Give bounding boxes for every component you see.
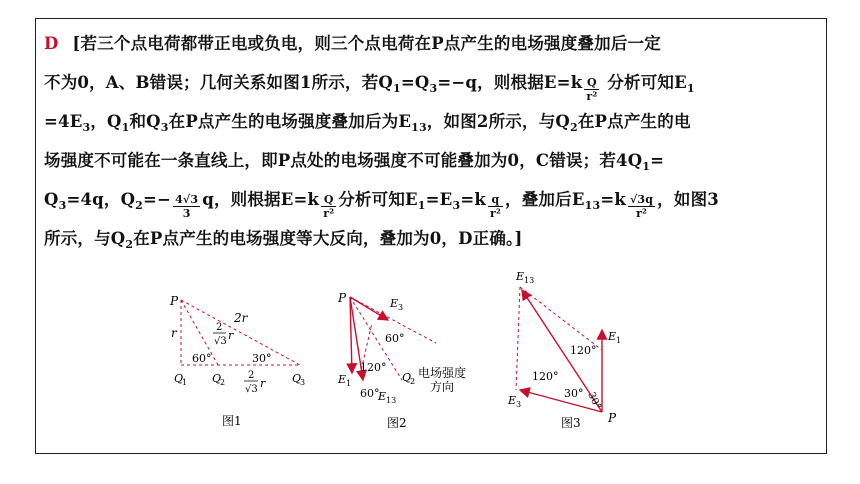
text-l4end: = [650,151,665,170]
fraction-Q-r2-b: $\frac{Q}{\text{r²}}$ [323,193,335,220]
text-l6a: 所示，与Q [44,229,126,248]
text-l1: [若三个点电荷都带正电或负电，则三个点电荷在P点产生的电场强度叠加后一定 [72,34,661,53]
svg-text:3: 3 [300,378,306,387]
sub: 1 [392,82,401,95]
fig3-label-P: P [608,411,617,425]
text-l2d: 分析可知E [601,73,687,92]
fig1-label-Q2: Q [212,372,222,385]
text-line-6: 所示，与$Q_2$在P点产生的电场强度等大反向，叠加为0，D正确。] [44,229,523,251]
sub: 1 [686,82,695,95]
fig1-label-Q3: Q [292,372,302,385]
text-l5i: =k [600,190,626,209]
text-l5j: ，如图3 [657,190,719,209]
text-l3c: 和Q [129,112,161,131]
text-l3a: =4E [44,112,83,131]
svg-text:1: 1 [616,336,622,345]
text-l6b: 在P点产生的电场强度等大反向，叠加为0，D正确。] [133,229,523,248]
text-l5h: ，叠加后E [505,190,585,209]
text-l5b: =4q，Q [66,190,136,209]
text-l5e: 分析可知E [338,190,418,209]
fig1-caption: 图1 [222,414,242,428]
text-l5d: q，则根据E=k [202,190,320,209]
text-l2b: =Q [400,73,430,92]
figure-1 [160,285,320,435]
fraction-sqrt3q-r2: $\frac{√3q}{\text{r²}}$ [629,193,654,220]
fig3-label-E3: E [508,394,517,407]
svg-text:13: 13 [524,276,535,285]
fig1-label-2r: 2r [234,311,248,325]
svg-text:2: 2 [410,377,416,386]
svg-text:3: 3 [516,400,522,409]
text-l3d: 在P点产生的电场强度叠加后为E [168,112,412,131]
fig1-label-r: r [171,326,177,340]
text-l5g: =k [460,190,486,209]
text-l3f: 在P点产生的电 [577,112,691,131]
svg-text:13: 13 [386,396,397,405]
fig3-dash-left [516,287,520,390]
fig2-label-Q2: Q [402,371,412,384]
fig3-angle-30a: 30° [564,387,584,400]
svg-text:3: 3 [398,303,404,312]
fig2-label-E1: E [338,373,347,386]
fig3-angle-30b: 30° [585,390,603,412]
text-line-4: 场强度不可能在一条直线上，即P点处的电场强度不可能叠加为0，C错误；若$4Q_1=$ [44,151,665,173]
fig2-angle-60b: 60° [360,387,380,400]
text-l3b: ，Q [90,112,122,131]
fig3-label-E1: E [608,330,617,343]
fig2-angle-60a: 60° [385,332,405,345]
fig1-label-Q1: Q [174,372,184,385]
text-l2a: 不为0，A、B错误；几何关系如图1所示，若Q [44,73,393,92]
fig3-angle-120a: 120° [570,344,597,357]
fig1-seg-den: √3 [214,336,227,347]
fig3-caption: 图3 [561,416,581,430]
text-l3e: ，如图2所示，与Q [426,112,570,131]
fig1-angle-30: 30° [252,352,272,365]
text-line-2 [44,63,820,102]
text-l4: 场强度不可能在一条直线上，即P点处的电场强度不可能叠加为0，C错误；若4Q [44,151,643,170]
figure-2 [330,285,480,435]
text-line-1 [44,24,820,63]
fig3-dash-top [520,287,602,350]
text-l5f: =E [425,190,453,209]
fig1-angle-60: 60° [192,352,212,365]
fig2-caption: 图2 [387,416,407,430]
svg-text:1: 1 [346,379,352,388]
svg-text:1: 1 [182,378,188,387]
text-line-3: $=4E_3$，$Q_1$和$Q_3$在P点产生的电场强度叠加后为$E_{13}$，如图2所示，与$Q_2$在P点产生的电 [44,112,691,134]
fig1-seg-r: r [228,329,234,342]
fig1-seg2-num: 2 [248,370,255,381]
text-l2c: =−q，则根据E=k [437,73,583,92]
text-line-5: $Q_3=4q$，$Q_2=-$ $\frac{4√3}{3}$ q，则根据E=k $\frac{Q}{\text{r²}}$ 分析可知$E_1=E_3=k$ $\frac{q}{\text{r²}}$ ，叠加后$E_{13}=k$ $\frac{√3q}{\text{r²}}$ ，如图3 [44,190,719,220]
figure-3 [498,262,638,437]
fig2-arrow-E3 [350,297,388,320]
svg-text:√3: √3 [245,384,258,395]
fig1-seg-num: 2 [216,322,223,333]
fig2-label-P: P [338,291,347,305]
answer-label: D [44,34,59,53]
fig2-dir-line2: 方向 [430,380,455,394]
fraction-4sqrt3-3: $\frac{4√3}{3}$ [175,193,199,220]
sub: 3 [429,82,438,95]
fig2-label-E13: E [378,390,387,403]
fig2-dir-line1: 电场强度 [418,366,467,380]
text-l5a: Q [44,190,59,209]
fig3-angle-120b: 120° [532,370,559,383]
fraction-q-r2: $\frac{q}{\text{r²}}$ [490,193,502,220]
svg-text:2: 2 [220,378,226,387]
fig3-label-E13: E [516,270,525,283]
text-l5c: =− [143,190,172,209]
svg-text:r: r [260,377,266,390]
solution-paragraph [44,24,820,258]
fig1-label-P: P [170,294,179,308]
fraction-Q-r2: $\frac{Q}{\text{r²}}$ [586,76,598,103]
fig2-angle-120: 120° [360,361,387,374]
fig2-label-E3: E [390,297,399,310]
